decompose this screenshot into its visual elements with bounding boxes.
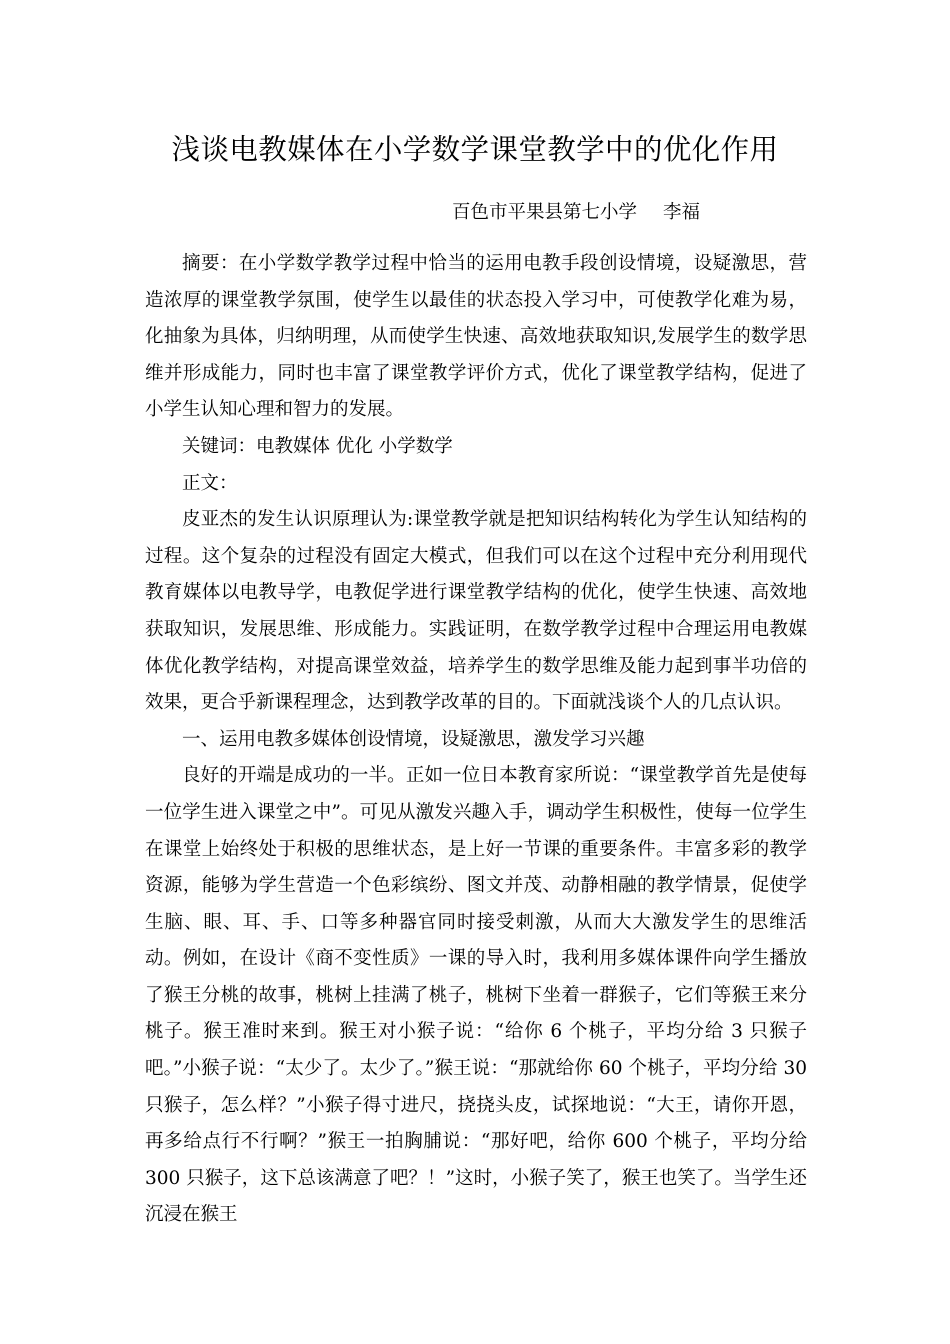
document-body [145, 246, 807, 1234]
author-school: 百色市平果县第七小学 [452, 202, 638, 223]
section-heading: 一、运用电教多媒体创设情境，设疑激思，激发学习兴趣 [182, 728, 645, 750]
body-label: 正文： [182, 472, 238, 494]
author-name: 李福 [663, 202, 701, 223]
abstract-paragraph: 摘要：在小学数学教学过程中恰当的运用电教手段创设情境，设疑激思，营造浓厚的课堂教学氛围，使学生以最佳的状态投入学习中，可使教学化难为易，化抽象为具体，归纳明理，从而使学生快速、高效地获取知识,发展学生的数学思维并形成能力，同时也丰富了课堂教学评价方式，优化了课堂教学结构，促进了小学生认知心理和智力的发展。 [145, 253, 807, 421]
author-line [452, 199, 700, 227]
body-paragraph: 皮亚杰的发生认识原理认为:课堂教学就是把知识结构转化为学生认知结构的过程。这个复杂的过程没有固定大模式，但我们可以在这个过程中充分利用现代教育媒体以电教导学，电教促学进行课堂教学结构的优化，使学生快速、高效地获取知识，发展思维、形成能力。实践证明，在数学教学过程中合理运用电教媒体优化教学结构，对提高课堂效益，培养学生的数学思维及能力起到事半功倍的效果，更合乎新课程理念，达到教学改革的目的。下面就浅谈个人的几点认识。 [145, 509, 807, 714]
keywords-paragraph: 关键词：电教媒体 优化 小学数学 [182, 435, 453, 457]
document-title: 浅谈电教媒体在小学数学课堂教学中的优化作用 [171, 133, 779, 166]
body-paragraph: 良好的开端是成功的一半。正如一位日本教育家所说：“课堂教学首先是使每一位学生进入课堂之中”。可见从激发兴趣入手，调动学生积极性，使每一位学生在课堂上始终处于积极的思维状态，是上好一节课的重要条件。丰富多彩的教学资源，能够为学生营造一个色彩缤纷、图文并茂、动静相融的教学情景，促使学生脑、眼、耳、手、口等多种器官同时接受刺激，从而大大激发学生的思维活动。例如，在设计《商不变性质》一课的导入时，我利用多媒体课件向学生播放了猴王分桃的故事，桃树上挂满了桃子，桃树下坐着一群猴子，它们等猴王来分桃子。猴王准时来到。猴王对小猴子说：“给你 6 个桃子，平均分给 3 只猴子吧。”小猴子说：“太少了。太少了。”猴王说：“那就给你 60 个桃子，平均分给 30 只猴子，怎么样？”小猴子得寸进尺，挠挠头皮，试探地说：“大王，请你开恩，再多给点行不行啊？”猴王一拍胸脯说：“那好吧，给你 600 个桃子，平均分给 300 只猴子，这下总该满意了吧？！”这时，小猴子笑了，猴王也笑了。当学生还沉浸在猴王 [145, 765, 807, 1226]
